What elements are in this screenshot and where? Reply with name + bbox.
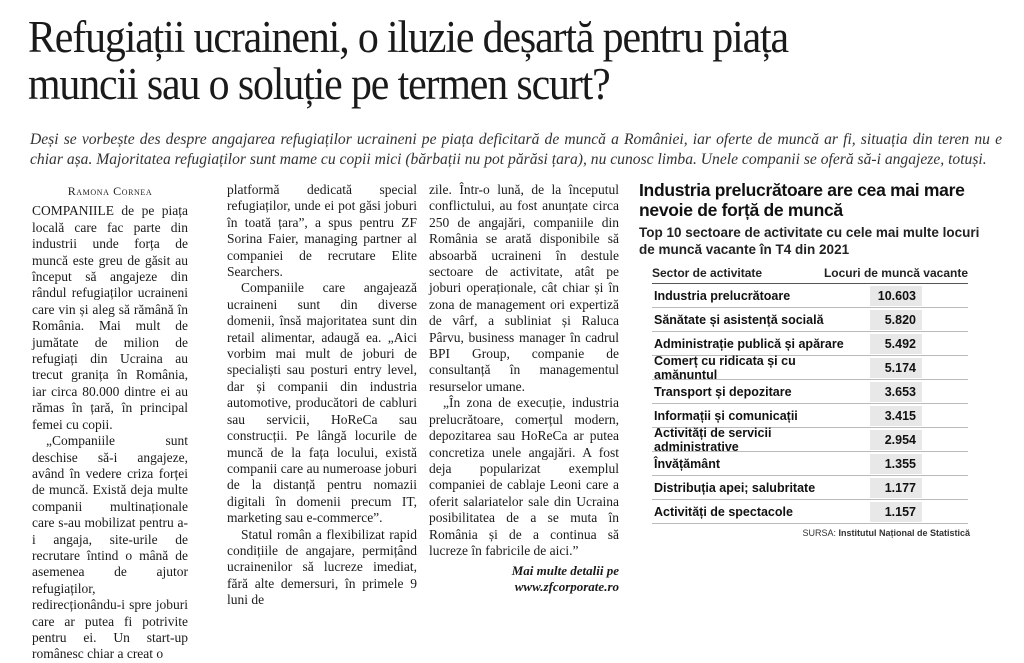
paragraph: Statul român a flexibilizat rapid condițiile de angajare, permițând ucrainenilor să lucreze imediat, fără alte demersuri, în primele 9 luni de [227, 526, 417, 608]
vacancy-count: 3.653 [870, 382, 922, 402]
sector-name: Informații și comunicații [654, 408, 798, 423]
author-byline: Ramona Cornea [67, 184, 153, 198]
sector-name: Distribuția apei; salubritate [654, 480, 816, 495]
sidebar-subtitle: Top 10 sectoare de activitate cu cele mai multe locuri de muncă vacante în T4 din 2021 [639, 225, 980, 257]
article-column-1 [32, 183, 188, 663]
sector-name: Comerț cu ridicata și cu amănuntul [654, 353, 796, 382]
column-header-vacancies: Locuri de muncă vacante [823, 266, 968, 280]
vacancy-cell [858, 502, 968, 522]
table-row [652, 308, 968, 332]
article-lead: Deși se vorbește des despre angajarea refugiaților ucraineni pe piața deficitară de muncă a României, iar oferte de muncă ar fi, situația din teren nu e chiar așa. Majoritatea refugiaților sunt mame cu copii mici (bărbații nu pot părăsi țara), nu cunosc limba. Unele companii se oferă să-i angajeze, totuși. [30, 131, 1002, 168]
table-row [652, 452, 968, 476]
paragraph: „Companiile sunt deschise să-i angajeze, având în vedere criza forței de muncă. Există deja multe companii multinaționale care s-au mobilizat pentru a-i angaja, site-urile de recrutare întind o mână de asemenea de ajutor refugiaților, redirecționându-i spre joburi care ar putea fi potrivite pentru ei. Un start-up românesc chiar a creat o [32, 433, 188, 662]
vacancy-count: 10.603 [870, 286, 922, 306]
source-note [639, 528, 970, 538]
table-row [652, 284, 968, 308]
table-row [652, 380, 968, 404]
vacancy-count: 1.157 [870, 502, 922, 522]
table-header [652, 266, 968, 284]
vacancy-cell [858, 478, 968, 498]
paragraph: zile. Într-o lună, de la începutul conflictului, au fost anunțate circa 250 de angajări, companiile din România se arată disponibile să absoarbă ucraineni în destule sectoare de activitate, atât pe joburi operaționale, cât chiar și în zona de management ori expertiză de vârf, a subliniat și Raluca Pârvu, business manager în cadrul BPI Group, companie de consultanță în managementul resurselor umane. [429, 182, 619, 394]
sector-name: Activități de servicii administrative [654, 425, 772, 454]
paragraph: platformă dedicată special refugiaților, unde ei pot găsi joburi în toată țara”, a spus pentru ZF Sorina Faier, managing partner al companiei de recrutare Elite Searchers. [227, 182, 417, 280]
sector-name: Sănătate și asistență socială [654, 312, 824, 327]
headline-line-1: Refugiații ucraineni, o iluzie deșartă pentru piața [28, 12, 788, 62]
vacancy-count: 1.177 [870, 478, 922, 498]
vacancy-cell [858, 334, 968, 354]
vacancy-count: 5.492 [870, 334, 922, 354]
more-details-link[interactable]: www.zfcorporate.ro [514, 579, 619, 595]
article-column-2 [227, 182, 417, 609]
more-details [429, 563, 619, 595]
vacancy-cell [858, 406, 968, 426]
statistics-sidebar [639, 180, 984, 538]
table-row [652, 332, 968, 356]
vacancy-cell [858, 430, 968, 450]
article-headline [28, 14, 846, 108]
sector-name: Industria prelucrătoare [654, 288, 791, 303]
vacancy-count: 5.174 [870, 358, 922, 378]
table-body [652, 284, 968, 524]
vacancy-count: 2.954 [870, 430, 922, 450]
table-row [652, 476, 968, 500]
vacancies-table [652, 266, 968, 524]
sector-name: Activități de spectacole [654, 504, 793, 519]
article-column-3 [429, 182, 619, 595]
vacancy-count: 5.820 [870, 310, 922, 330]
vacancy-count: 1.355 [870, 454, 922, 474]
sector-name: Învățământ [654, 456, 720, 471]
vacancy-cell [858, 382, 968, 402]
sector-name: Transport și depozitare [654, 384, 792, 399]
source-label: SURSA: [802, 528, 836, 538]
vacancy-cell [858, 310, 968, 330]
sidebar-title: Industria prelucrătoare are cea mai mare nevoie de forță de muncă [639, 180, 965, 220]
column-header-sector: Sector de activitate [652, 266, 763, 280]
paragraph: „În zona de execuție, industria prelucrătoare, comerțul modern, depozitarea sau HoReCa ar putea concretiza unele angajări. A fost deja popularizat exemplul companiei de cablaje Leoni care a oferit salariatelor sale din Ucraina posibilitatea de a se muta în România și de a continua să lucreze în fabricile de aici.” [429, 395, 619, 558]
table-row [652, 404, 968, 428]
sector-name: Administrație publică și apărare [654, 336, 844, 351]
vacancy-cell [858, 454, 968, 474]
source-name: Institutul Național de Statistică [838, 528, 970, 538]
paragraph: COMPANIILE de pe piața locală care fac parte din industrii unde forța de muncă este greu de găsit au început să angajeze din rândul refugiaților ucraineni care vin și aleg să rămână în România. Mai mult de jumătate de milion de refugiați din Ucraina au trecut granița în România, iar circa 80.000 dintre ei au rămas în țară, în principal femei cu copii. [32, 203, 188, 432]
headline-line-2: muncii sau o soluție pe termen scurt? [28, 59, 610, 109]
table-row [652, 353, 968, 382]
more-details-label: Mai multe detalii pe [511, 563, 619, 579]
table-row [652, 425, 968, 454]
vacancy-count: 3.415 [870, 406, 922, 426]
vacancy-cell [858, 358, 968, 378]
vacancy-cell [858, 286, 968, 306]
paragraph: Companiile care angajează ucraineni sunt din diverse domenii, însă majoritatea sunt din retail alimentar, adaugă ea. „Aici vorbim mai mult de joburi de specialiști sau posturi entry level, dar și companii din industria automotive, producători de cabluri sau servicii, HoReCa sau construcții. Pe lângă locurile de muncă de la fața locului, există companii care au numeroase joburi de la distanță pentru nomazii digitali în domenii precum IT, marketing sau e-commerce”. [227, 280, 417, 526]
table-row [652, 500, 968, 524]
